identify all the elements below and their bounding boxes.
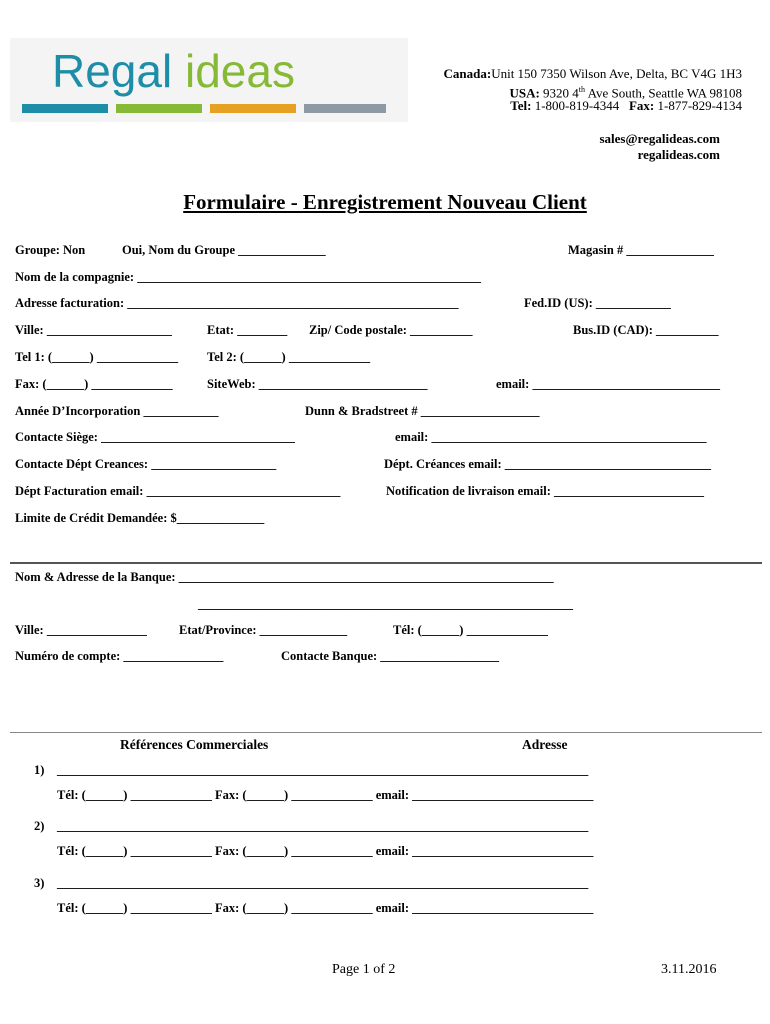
address-header: Adresse (522, 737, 568, 752)
field-contacte-creances: Contacte Dépt Creances: ____________________ (15, 457, 277, 471)
field-banque-ville: Ville: ________________ (15, 623, 147, 637)
field-zip: Zip/ Code postale: __________ (309, 323, 473, 337)
reference-number: 2) (34, 819, 45, 833)
field-banque-tel: Tél: (______) _____________ (393, 623, 548, 637)
reference-number: 1) (34, 763, 45, 777)
logo-bar-blue (22, 104, 108, 113)
field-tel2: Tel 2: (______) _____________ (207, 350, 371, 364)
field-fed-id: Fed.ID (US): ____________ (524, 296, 671, 310)
field-limite-credit: Limite de Crédit Demandée: $______________ (15, 511, 265, 525)
field-notification-email: Notification de livraison email: ________________________ (386, 484, 705, 498)
field-tel1: Tel 1: (______) _____________ (15, 350, 179, 364)
page-number: Page 1 of 2 (332, 962, 396, 977)
reference-line: _____________________________________________________________________________________ (57, 763, 589, 777)
logo-bar-gray (304, 104, 386, 113)
contact-website[interactable]: regalideas.com (637, 147, 720, 162)
field-banque-contacte: Contacte Banque: ___________________ (281, 649, 500, 663)
logo-wordmark (52, 45, 295, 97)
section-divider (10, 732, 762, 733)
field-ville: Ville: ____________________ (15, 323, 172, 337)
field-contacte-siege: Contacte Siège: _______________________________ (15, 430, 295, 444)
address-phone: Tel: 1-800-819-4344 Fax: 1-877-829-4134 (510, 98, 742, 113)
field-bus-id: Bus.ID (CAD): __________ (573, 323, 719, 337)
field-etat: Etat: ________ (207, 323, 288, 337)
document-date: 3.11.2016 (661, 962, 717, 977)
field-banque-nom-adresse: Nom & Adresse de la Banque: ____________________________________________________________ (15, 570, 554, 584)
field-adresse-facturation: Adresse facturation: _____________________________________________________ (15, 296, 459, 310)
address-usa: USA: 9320 4th Ave South, Seattle WA 98108 (509, 85, 742, 101)
reference-contact: Tél: (______) _____________ Fax: (______) _____________ email: _____________________________ (57, 844, 594, 858)
field-fax: Fax: (______) _____________ (15, 377, 173, 391)
field-groupe-oui: Oui, Nom du Groupe ______________ (122, 243, 326, 257)
contact-email[interactable]: sales@regalideas.com (599, 131, 720, 146)
logo-bar-green (116, 104, 202, 113)
field-dunn-bradstreet: Dunn & Bradstreet # ___________________ (305, 404, 540, 418)
page-title: Formulaire - Enregistrement Nouveau Client (183, 190, 587, 214)
logo-word-ideas: ideas (184, 45, 295, 97)
field-creances-email: Dépt. Créances email: _________________________________ (384, 457, 712, 471)
reference-number: 3) (34, 876, 45, 890)
section-divider (10, 562, 762, 564)
field-facturation-email: Dépt Facturation email: _______________________________ (15, 484, 341, 498)
address-canada: Canada:Unit 150 7350 Wilson Ave, Delta, BC V4G 1H3 (443, 66, 742, 81)
field-groupe: Groupe: Non (15, 243, 86, 257)
logo-word-regal: Regal (52, 45, 173, 97)
reference-line: _____________________________________________________________________________________ (57, 876, 589, 890)
logo-bar-orange (210, 104, 296, 113)
references-header: Références Commerciales (120, 737, 269, 752)
field-email: email: ______________________________ (496, 377, 720, 391)
field-banque-adresse-line2: ____________________________________________________________ (198, 597, 573, 611)
reference-line: _____________________________________________________________________________________ (57, 819, 589, 833)
reference-contact: Tél: (______) _____________ Fax: (______) _____________ email: _____________________________ (57, 901, 594, 915)
field-magasin: Magasin # ______________ (568, 243, 714, 257)
field-banque-etat: Etat/Province: ______________ (179, 623, 348, 637)
reference-contact: Tél: (______) _____________ Fax: (______) _____________ email: _____________________________ (57, 788, 594, 802)
field-nom-compagnie: Nom de la compagnie: _______________________________________________________ (15, 270, 481, 284)
field-banque-compte: Numéro de compte: ________________ (15, 649, 224, 663)
field-contacte-siege-email: email: ____________________________________________ (395, 430, 707, 444)
field-siteweb: SiteWeb: ___________________________ (207, 377, 428, 391)
field-annee-incorporation: Année D’Incorporation ____________ (15, 404, 219, 418)
